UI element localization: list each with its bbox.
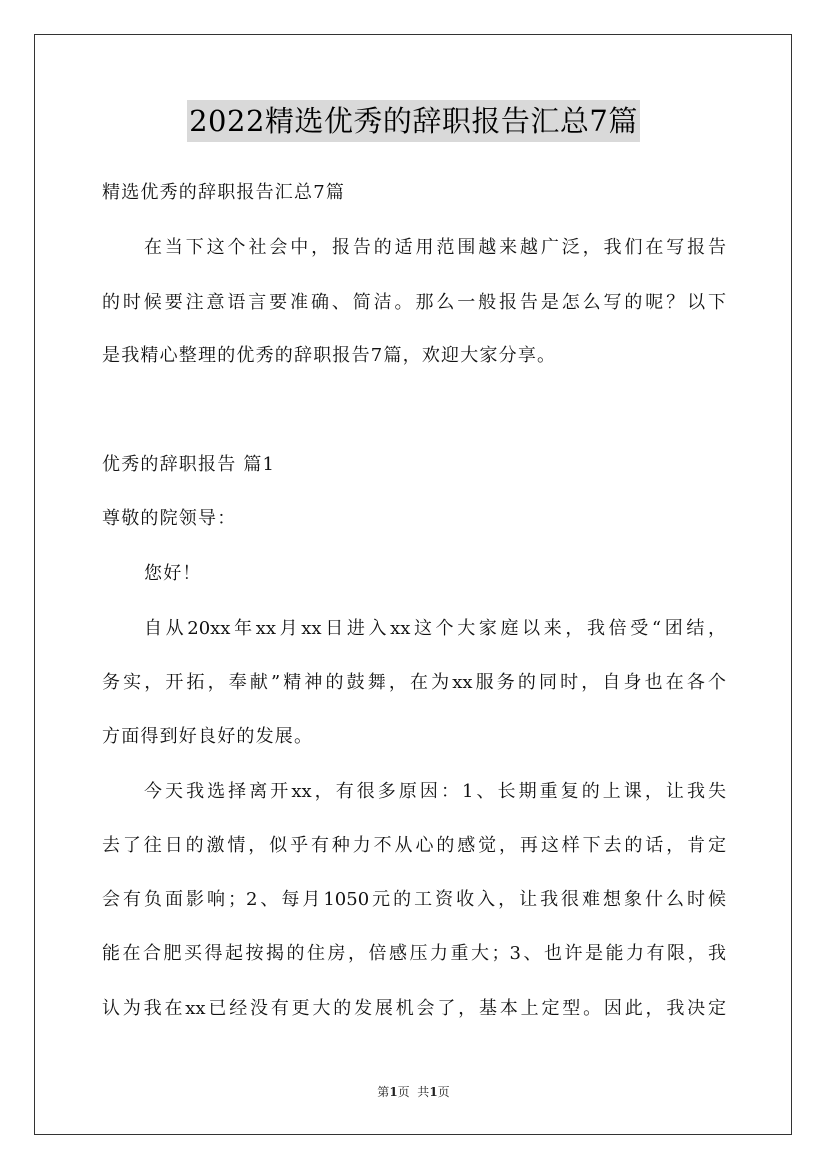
paragraph-2-line-2: 去了往日的激情，似乎有种力不从心的感觉，再这样下去的话，肯定 [102, 835, 726, 856]
footer-page-suffix: 页 [437, 1085, 450, 1099]
paragraph-2-line-4: 能在合肥买得起按揭的住房，倍感压力重大；3、也许是能力有限，我 [102, 943, 726, 964]
footer-page-mid: 页 共 [397, 1085, 430, 1099]
paragraph-2-line-5: 认为我在xx已经没有更大的发展机会了，基本上定型。因此，我决定 [102, 998, 726, 1019]
paragraph-1-line-1: 自从20xx年xx月xx日进入xx这个大家庭以来，我倍受“团结， [144, 618, 726, 639]
subtitle-line: 精选优秀的辞职报告汇总7篇 [102, 182, 346, 203]
paragraph-2-line-3: 会有负面影响；2、每月1050元的工资收入，让我很难想象什么时候 [102, 889, 726, 910]
footer-page-current: 1 [389, 1085, 398, 1099]
salutation: 尊敬的院领导： [102, 508, 237, 529]
title-container [0, 100, 827, 142]
intro-line-1: 在当下这个社会中，报告的适用范围越来越广泛，我们在写报告 [144, 237, 726, 258]
greeting: 您好！ [144, 563, 202, 584]
paragraph-1-line-2: 务实，开拓，奉献”精神的鼓舞，在为xx服务的同时，自身也在各个 [102, 672, 726, 693]
section-heading: 优秀的辞职报告 篇1 [102, 454, 276, 475]
paragraph-1-line-3: 方面得到好良好的发展。 [102, 726, 314, 747]
intro-line-3: 是我精心整理的优秀的辞职报告7篇，欢迎大家分享。 [102, 345, 557, 366]
footer-page-prefix: 第 [377, 1085, 390, 1099]
document-title: 2022精选优秀的辞职报告汇总7篇 [187, 100, 640, 142]
paragraph-2-line-1: 今天我选择离开xx，有很多原因：1、长期重复的上课，让我失 [144, 781, 726, 802]
intro-line-2: 的时候要注意语言要准确、简洁。那么一般报告是怎么写的呢？以下 [102, 292, 726, 313]
page-footer [0, 1084, 827, 1100]
footer-page-total: 1 [429, 1085, 438, 1099]
